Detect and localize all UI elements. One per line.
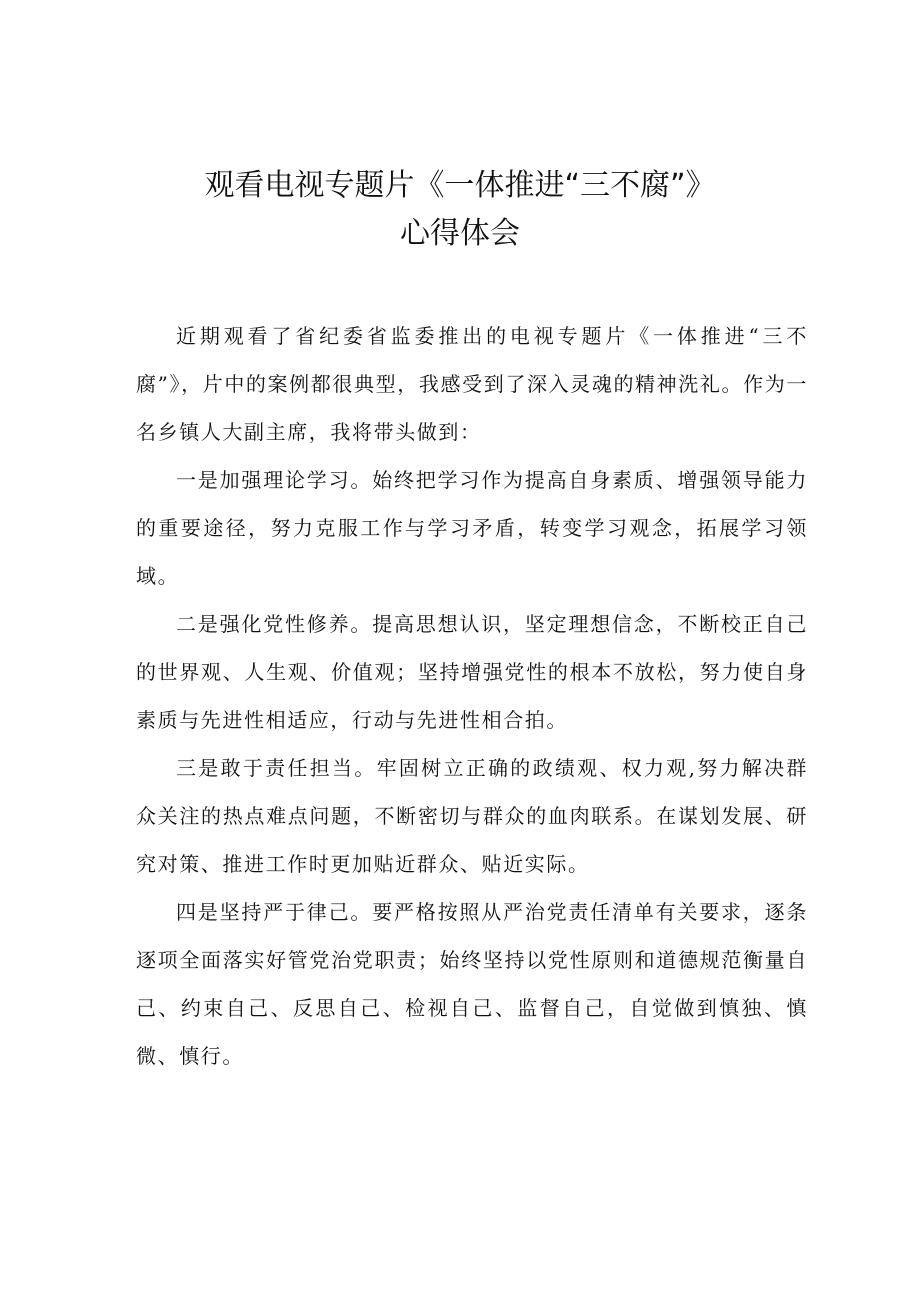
paragraph-self-discipline: 四是坚持严于律己。要严格按照从严治党责任清单有关要求，逐条逐项全面落实好管党治党职责；始终坚持以党性原则和道德规范衡量自己、约束自己、反思自己、检视自己、监督自己，自觉做到慎独、慎微、慎行。: [136, 900, 808, 1068]
document-body: [136, 312, 808, 1080]
paragraph-intro: 近期观看了省纪委省监委推出的电视专题片《一体推进“三不腐”》，片中的案例都很典型，我感受到了深入灵魂的精神洗礼。作为一名乡镇人大副主席，我将带头做到：: [136, 324, 808, 444]
document-title: [0, 162, 920, 258]
paragraph-party-cultivation: 二是强化党性修养。提高思想认识，坚定理想信念，不断校正自己的世界观、人生观、价值观；坚持增强党性的根本不放松，努力使自身素质与先进性相适应，行动与先进性相合拍。: [136, 612, 808, 732]
title-line-2: 心得体会: [400, 216, 520, 251]
paragraph-responsibility: 三是敢于责任担当。牢固树立正确的政绩观、权力观,努力解决群众关注的热点难点问题，不断密切与群众的血肉联系。在谋划发展、研究对策、推进工作时更加贴近群众、贴近实际。: [136, 756, 808, 876]
title-line-1: 观看电视专题片《一体推进“三不腐”》: [204, 168, 716, 203]
paragraph-theory-study: 一是加强理论学习。始终把学习作为提高自身素质、增强领导能力的重要途径，努力克服工作与学习矛盾，转变学习观念，拓展学习领域。: [136, 468, 808, 588]
